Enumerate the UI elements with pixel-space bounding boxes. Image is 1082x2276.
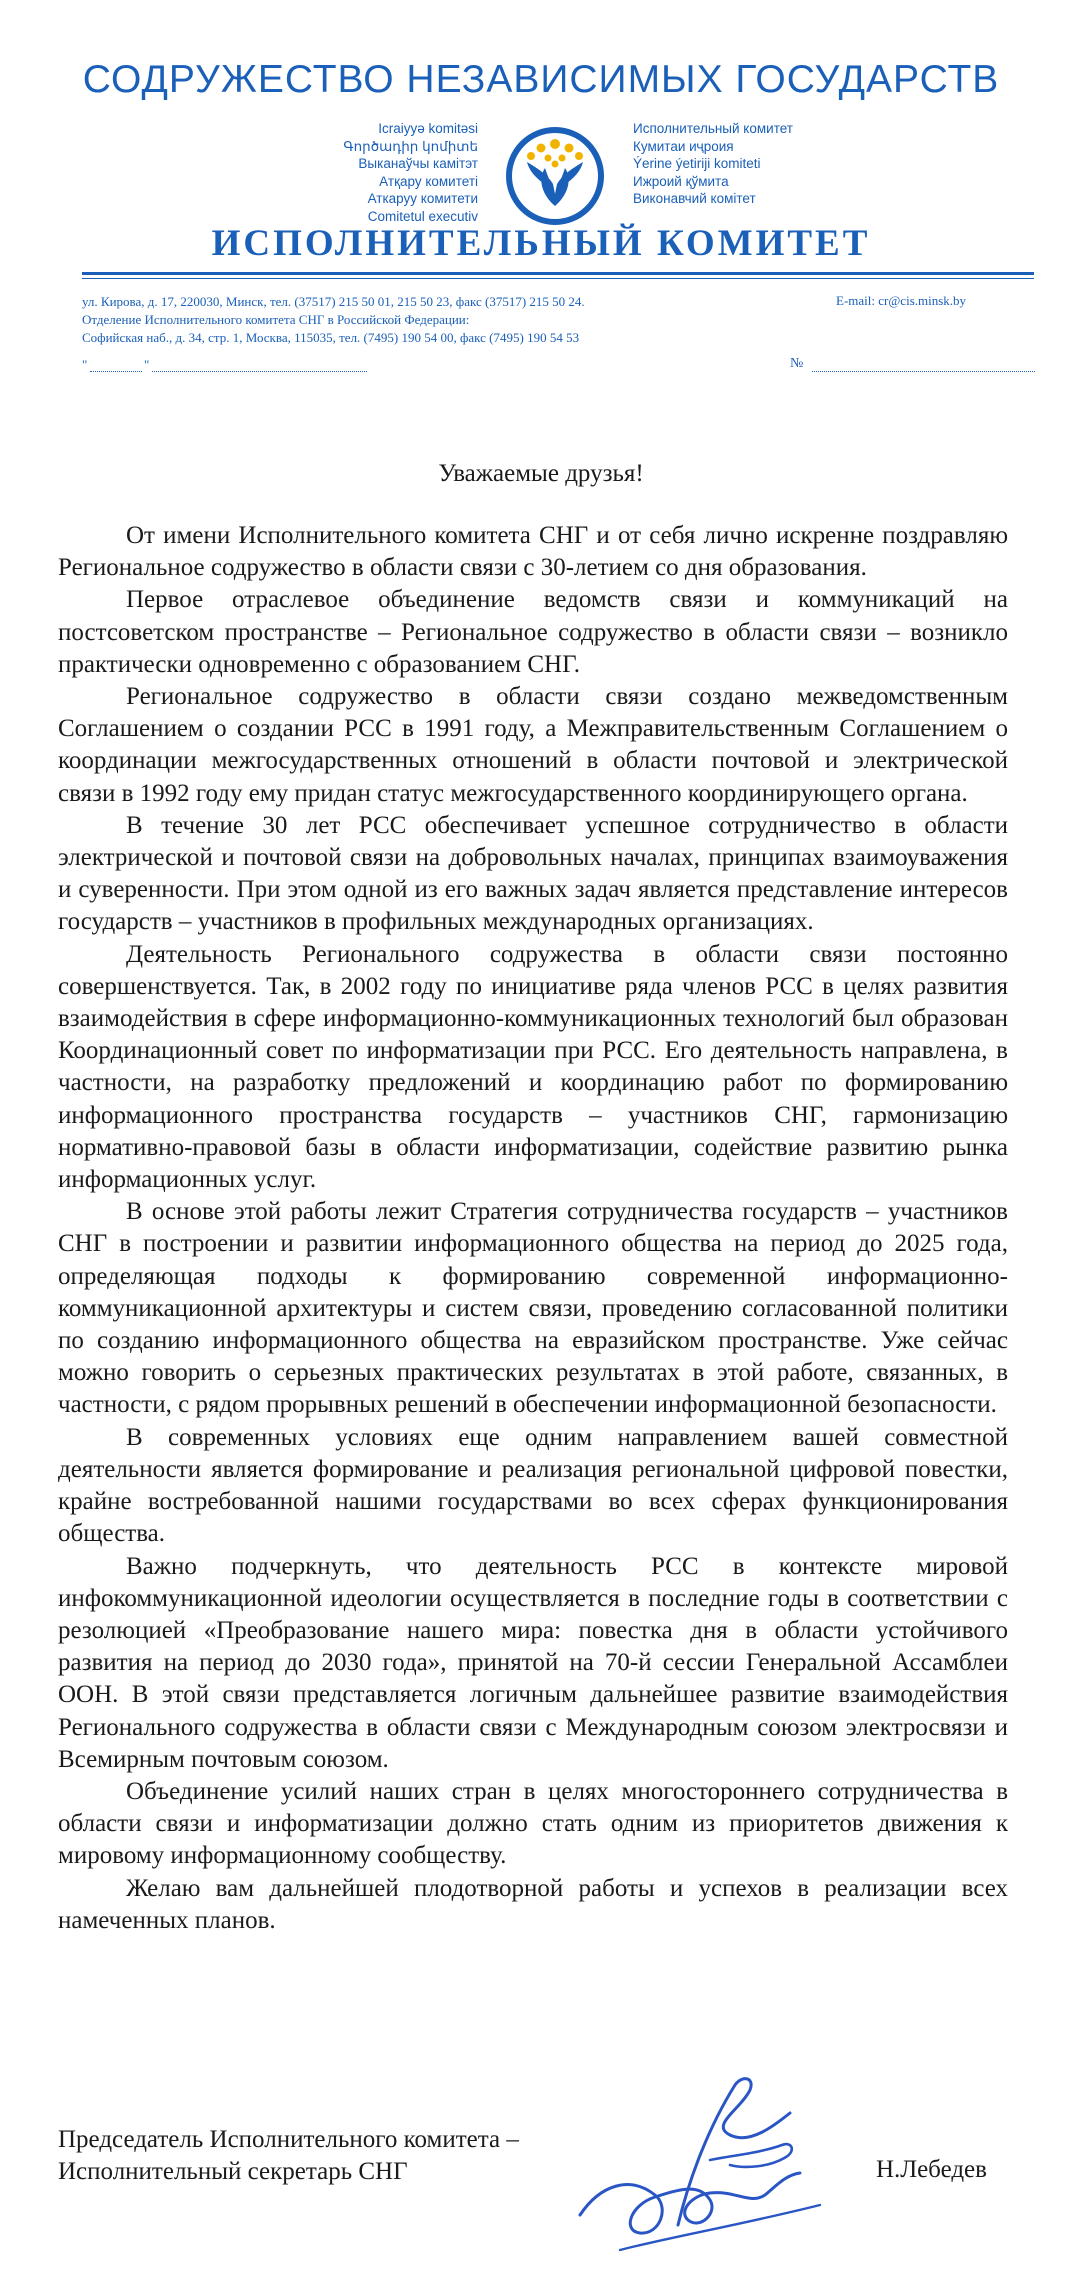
committee-name: Выканаўчы камітэт [358, 156, 478, 171]
body-paragraph: Региональное содружество в области связи создано межведомственным Соглашением о создании РСС в 1991 году, а Межправительственным Соглашением о координации межгосударственных отношений в области почтовой и электрической связи в 1992 году ему придан статус межгосударственного координирующего органа. [58, 683, 1008, 807]
body-paragraph: Первое отраслевое объединение ведомств связи и коммуникаций на постсоветском пространстве – Региональное содружество в области связи – возникло практически одновременно с образованием СНГ. [58, 586, 1008, 678]
cis-emblem-icon [491, 118, 619, 230]
date-quote-close: " [144, 357, 150, 372]
committee-names-left [300, 120, 478, 225]
body-paragraph: Желаю вам дальнейшей плодотворной работы и успехов в реализации всех намеченных планов. [58, 1874, 1008, 1934]
number-sign: № [790, 356, 804, 371]
signatory-title [58, 2124, 618, 2188]
committee-name: Comitetul executiv [367, 208, 478, 224]
body-paragraph: Важно подчеркнуть, что деятельность РСС в контексте мировой инфокоммуникационной идеологии осуществляется в последние годы в соответствии с резолюцией «Преобразование нашего мира: повестка дня в области устойчивого развития на период до 2030 года», принятой на 70-й сессии Генеральной Ассамблеи ООН. В этой связи представляется логичным дальнейшее развитие взаимодействия Регионального содружества в области связи с Международным союзом электросвязи и Всемирным почтовым союзом. [58, 1552, 1008, 1773]
header-divider [82, 272, 1034, 275]
committee-name: Icraiyyə komitəsi [378, 121, 478, 136]
committee-name: Атқару комитеті [379, 173, 478, 189]
letter-greeting: Уважаемые друзья! [438, 460, 644, 487]
organization-title: СОДРУЖЕСТВО НЕЗАВИСИМЫХ ГОСУДАРСТВ [82, 58, 1000, 101]
committee-name: Кумитаи иҷроия [633, 138, 734, 154]
date-quote-open: " [82, 357, 88, 372]
committee-name: Виконавчий комітет [633, 191, 756, 206]
committee-name: Ижроий қўмита [633, 173, 729, 189]
committee-name: Аткаруу комитети [367, 191, 478, 206]
committee-names-right [633, 120, 833, 208]
body-paragraph: Объединение усилий наших стран в целях многостороннего сотрудничества в области связи и информатизации должно стать одним из приоритетов движения к мировому информационному сообществу. [58, 1777, 1008, 1870]
reference-number-field [790, 357, 1035, 377]
address-line: Софийская наб., д. 34, стр. 1, Москва, 115035, тел. (7495) 190 54 00, факс (7495) 190 54 53 [82, 330, 580, 345]
reference-number-blank [812, 371, 1035, 372]
handwritten-signature [560, 2065, 860, 2270]
body-paragraph: Деятельность Регионального содружества в области связи постоянно совершенствуется. Так, в 2002 году по инициативе ряда членов РСС в целях развития взаимодействия в сфере информационно-коммуникационных технологий был образован Координационный совет по информатизации при РСС. Его деятельность направлена, в частности, на разработку предложений и координацию работ по формированию информационного пространства государств – участников СНГ, гармонизацию нормативно-правовой базы в области информатизации, содействие развитию рынка информационных услуг. [58, 940, 1008, 1194]
committee-name: Исполнительный комитет [633, 121, 793, 136]
body-paragraph: В основе этой работы лежит Стратегия сотрудничества государств – участников СНГ в построении и развитии информационного общества на период до 2025 года, определяющая подходы к формированию современной информационно-коммуникационной архитектуры и систем связи, проведению согласованной политики по созданию информационного общества на евразийском пространстве. Уже сейчас можно говорить о серьезных практических результатах в этой работе, связанных, в частности, с рядом прорывных решений в обеспечении информационной безопасности. [58, 1198, 1008, 1419]
header-divider-thin [82, 278, 1034, 279]
address-line: Отделение Исполнительного комитета СНГ в Российской Федерации: [82, 312, 470, 327]
date-day-blank [90, 371, 142, 372]
signatory-title-line: Председатель Исполнительного комитета – [58, 2126, 519, 2153]
signer-name: Н.Лебедев [876, 2156, 987, 2183]
committee-title: ИСПОЛНИТЕЛЬНЫЙ КОМИТЕТ [211, 223, 871, 264]
address-line: ул. Кирова, д. 17, 220030, Минск, тел. (37517) 215 50 01, 215 50 23, факс (37517) 215 50 24. [82, 294, 585, 309]
committee-name: Գործադիր կոմիտե [343, 138, 478, 154]
address-block [82, 293, 782, 347]
date-field [82, 357, 367, 377]
body-paragraph: В современных условиях еще одним направлением вашей совместной деятельности является формирование и реализация региональной цифровой повестки, крайне востребованной нашими государствами во всех сферах функционирования общества. [58, 1423, 1008, 1548]
signatory-title-line: Исполнительный секретарь СНГ [58, 2158, 408, 2185]
email-address: E-mail: cr@cis.minsk.by [836, 293, 967, 308]
date-month-blank [152, 371, 367, 372]
body-paragraph: В течение 30 лет РСС обеспечивает успешное сотрудничество в области электрической и почтовой связи на добровольных началах, принципах взаимоуважения и суверенности. При этом одной из его важных задач является представление интересов государств – участников в профильных международных организациях. [58, 811, 1008, 936]
letter-body [58, 520, 1008, 1937]
body-paragraph: От имени Исполнительного комитета СНГ и от себя лично искренне поздравляю Региональное содружество в области связи с 30-летием со дня образования. [58, 522, 1008, 582]
committee-name: Ýerine ýetiriji komiteti [633, 156, 761, 171]
